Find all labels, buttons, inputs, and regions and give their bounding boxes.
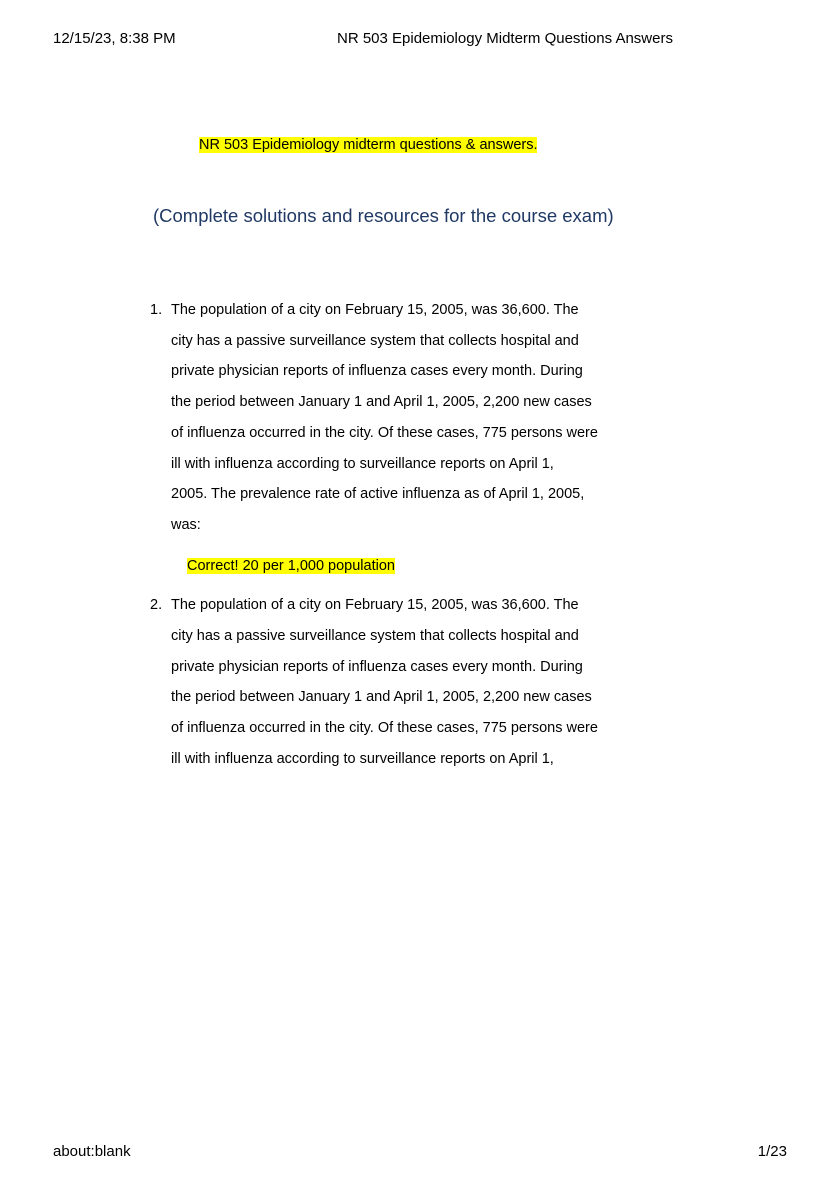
question-2: [150, 590, 630, 774]
print-datetime: 12/15/23, 8:38 PM: [53, 30, 176, 47]
question-line: ill with influenza according to surveillance reports on April 1,: [171, 750, 554, 767]
print-header: [0, 27, 840, 51]
question-line: ill with influenza according to surveillance reports on April 1,: [171, 455, 554, 472]
question-1: [150, 295, 630, 541]
page-counter: 1/23: [757, 1143, 787, 1160]
question-line: of influenza occurred in the city. Of these cases, 775 persons were: [171, 720, 598, 737]
question-line: The population of a city on February 15, 2005, was 36,600. The: [171, 302, 579, 318]
question-list: [150, 295, 630, 775]
question-line: of influenza occurred in the city. Of these cases, 775 persons were: [171, 424, 598, 441]
question-number: 1.: [150, 302, 163, 318]
print-document-title: NR 503 Epidemiology Midterm Questions Answers: [337, 30, 673, 47]
question-number: 2.: [150, 597, 163, 614]
answer-text: Correct! 20 per 1,000 population: [187, 557, 395, 574]
document-subtitle: (Complete solutions and resources for the course exam): [153, 205, 614, 226]
question-line: 2005. The prevalence rate of active influenza as of April 1, 2005,: [171, 486, 585, 503]
question-line: the period between January 1 and April 1, 2005, 2,200 new cases: [171, 394, 592, 411]
question-line: The population of a city on February 15, 2005, was 36,600. The: [171, 597, 579, 614]
print-url: about:blank: [53, 1143, 131, 1160]
question-line: the period between January 1 and April 1, 2005, 2,200 new cases: [171, 689, 592, 706]
question-line: city has a passive surveillance system that collects hospital and: [171, 332, 579, 349]
document-heading: [199, 136, 537, 154]
question-line: city has a passive surveillance system that collects hospital and: [171, 628, 579, 645]
question-line: private physician reports of influenza cases every month. During: [171, 363, 583, 380]
document-heading-text: NR 503 Epidemiology midterm questions & answers.: [199, 137, 538, 153]
question-line: private physician reports of influenza cases every month. During: [171, 658, 583, 675]
answer-1: [150, 551, 630, 582]
print-footer: [0, 1141, 840, 1163]
question-line: was:: [171, 516, 201, 533]
